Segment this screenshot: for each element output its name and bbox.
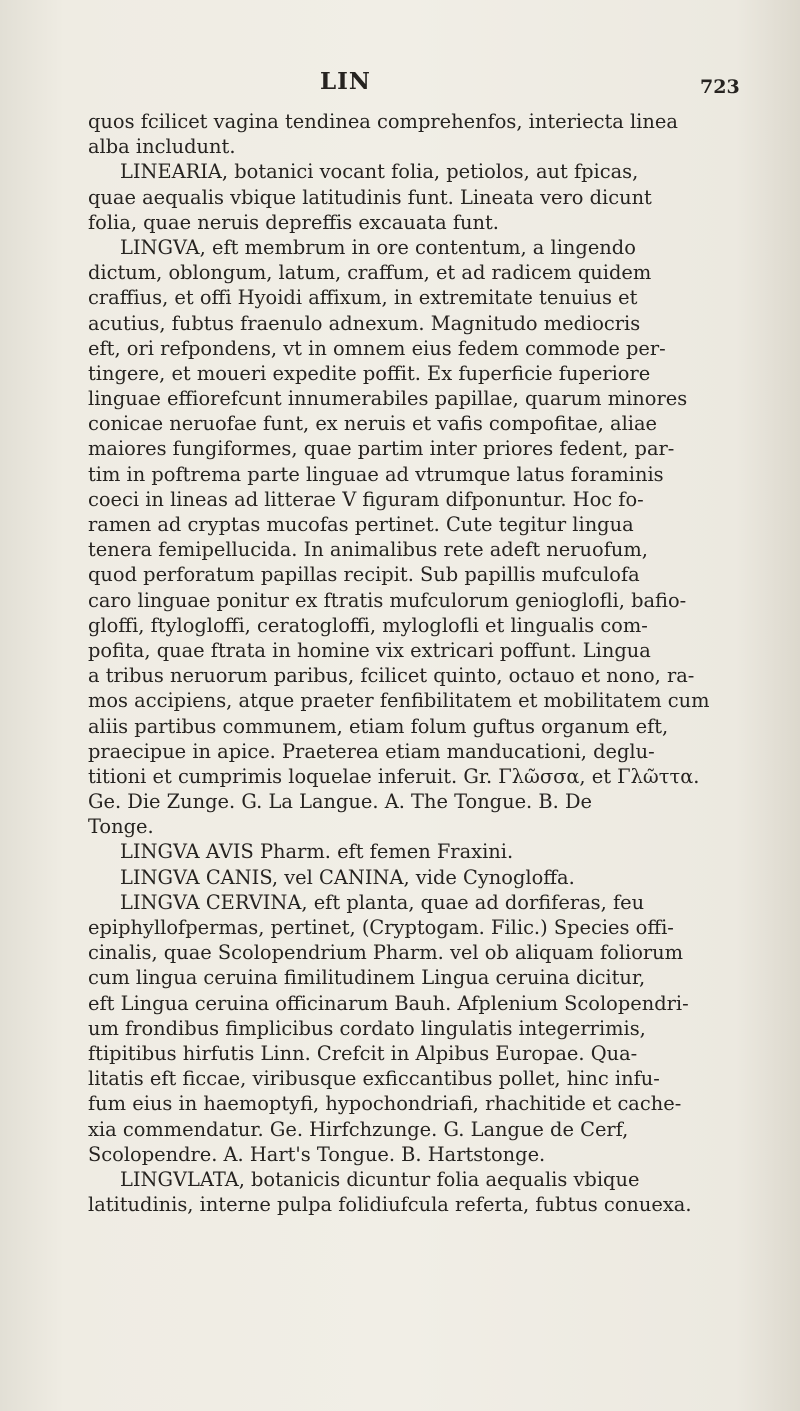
text-line: quod perforatum papillas recipit. Sub papillis mufculofa bbox=[88, 563, 640, 587]
text-line: titioni et cumprimis loquelae inferuit. Gr. Γλῶσσα, et Γλῶττα. bbox=[88, 764, 700, 788]
entry-lingva-canis-headline: LINGVA CANIS, vel CANINA, vide Cynogloffa. bbox=[120, 865, 575, 889]
text-line: ftipitibus hirfutis Linn. Crefcit in Alpibus Europae. Qua- bbox=[88, 1041, 638, 1065]
text-line: Tonge. bbox=[88, 815, 154, 839]
text-line: fum eius in haemoptyfi, hypochondriafi, rhachitide et cache- bbox=[88, 1092, 682, 1116]
text-line: xia commendatur. Ge. Hirfchzunge. G. Langue de Cerf, bbox=[88, 1117, 629, 1141]
text-line: ramen ad cryptas mucofas pertinet. Cute tegitur lingua bbox=[88, 513, 634, 536]
running-head: LIN bbox=[320, 68, 371, 95]
entry-lingva-avis-headline: LINGVA AVIS Pharm. eft femen Fraxini. bbox=[120, 840, 514, 864]
text-line: gloffi, ftylogloffi, ceratogloffi, myloglofli et lingualis com- bbox=[88, 613, 648, 637]
page-number: 723 bbox=[700, 76, 740, 98]
dictionary-text bbox=[88, 109, 753, 1217]
text-line: tim in poftrema parte linguae ad vtrumque latus foraminis bbox=[88, 462, 664, 486]
text-line: quae aequalis vbique latitudinis funt. Lineata vero dicunt bbox=[88, 185, 652, 209]
entry-lineare-headline: LINEARIA, botanici vocant folia, petiolos, aut fpicas, bbox=[120, 160, 639, 184]
text-line: tingere, et moueri expedite poffit. Ex fuperficie fuperiore bbox=[88, 361, 651, 385]
entry-lingva-cervina-headline: LINGVA CERVINA, eft planta, quae ad dorfiferas, feu bbox=[120, 890, 645, 914]
text-line: praecipue in apice. Praeterea etiam manducationi, deglu- bbox=[88, 739, 655, 763]
text-line: litatis eft ficcae, viribusque exficcantibus pollet, hinc infu- bbox=[88, 1067, 660, 1091]
text-line: Ge. Die Zunge. G. La Langue. A. The Tongue. B. De bbox=[88, 790, 592, 814]
text-line: cinalis, quae Scolopendrium Pharm. vel ob aliquam foliorum bbox=[88, 941, 684, 965]
text-line: maiores fungiformes, quae partim inter priores fedent, par- bbox=[88, 437, 675, 461]
text-line: acutius, fubtus fraenulo adnexum. Magnitudo mediocris bbox=[88, 311, 641, 335]
text-line: aliis partibus communem, etiam folum guftus organum eft, bbox=[88, 714, 669, 738]
text-line: quos fcilicet vagina tendinea comprehenfos, interiecta linea bbox=[88, 110, 678, 133]
text-line: epiphyllofpermas, pertinet, (Cryptogam. Filic.) Species offi- bbox=[88, 916, 674, 939]
text-line: a tribus neruorum paribus, fcilicet quinto, octauo et nono, ra- bbox=[88, 664, 695, 688]
entry-lingvlata-headline: LINGVLATA, botanicis dicuntur folia aequalis vbique bbox=[120, 1167, 640, 1191]
page-header bbox=[0, 68, 800, 108]
text-line: linguae effiorefcunt innumerabiles papillae, quarum minores bbox=[88, 387, 688, 411]
text-line: alba includunt. bbox=[88, 135, 236, 159]
text-line: tenera femipellucida. In animalibus rete adeft neruofum, bbox=[88, 538, 648, 562]
text-line: mos accipiens, atque praeter fenfibilitatem et mobilitatem cum bbox=[88, 689, 710, 713]
text-line: craffius, et offi Hyoidi affixum, in extremitate tenuius et bbox=[88, 286, 638, 310]
text-line: pofita, quae ftrata in homine vix extricari poffunt. Lingua bbox=[88, 638, 651, 662]
text-line: caro linguae ponitur ex ftratis mufculorum genioglofli, bafio- bbox=[88, 588, 687, 612]
text-line: folia, quae neruis depreffis excauata funt. bbox=[88, 210, 499, 234]
text-line: cum lingua ceruina fimilitudinem Lingua ceruina dicitur, bbox=[88, 966, 646, 990]
text-line: conicae neruofae funt, ex neruis et vafis compofitae, aliae bbox=[88, 412, 658, 436]
text-line: dictum, oblongum, latum, craffum, et ad radicem quidem bbox=[88, 261, 652, 285]
text-line: um frondibus fimplicibus cordato lingulatis integerrimis, bbox=[88, 1016, 646, 1040]
text-line: coeci in lineas ad litterae V figuram difponuntur. Hoc fo- bbox=[88, 487, 644, 511]
text-line: latitudinis, interne pulpa folidiufcula referta, fubtus conuexa. bbox=[88, 1193, 692, 1217]
text-line: eft, ori refpondens, vt in omnem eius fedem commode per- bbox=[88, 336, 666, 360]
text-line: eft Lingua ceruina officinarum Bauh. Afplenium Scolopendri- bbox=[88, 991, 689, 1015]
text-line: Scolopendre. A. Hart's Tongue. B. Hartstonge. bbox=[88, 1142, 546, 1166]
entry-lingva-headline: LINGVA, eft membrum in ore contentum, a lingendo bbox=[120, 235, 636, 259]
